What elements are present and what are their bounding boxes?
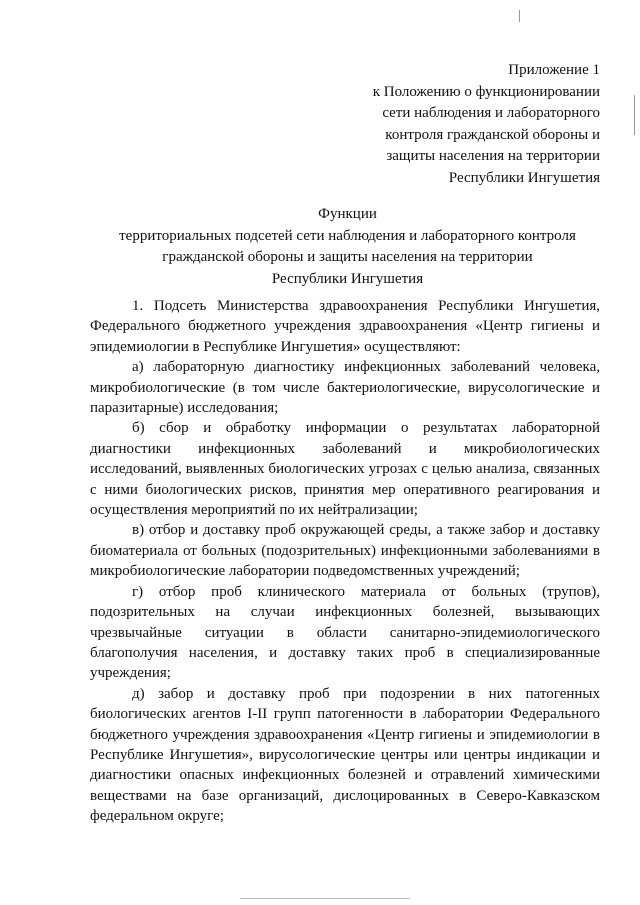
title-line: Республики Ингушетия [271,270,424,287]
title-heading: Функции [318,206,377,222]
document-body [90,296,600,827]
appendix-line: сети наблюдения и лабораторного [382,105,600,122]
appendix-line: к Положению о функционировании [372,83,600,100]
appendix-line: защиты населения на территории [386,148,600,165]
appendix-line: Приложение 1 [508,62,600,78]
paragraph-b: б) сбор и обработку информации о результатах лабораторной диагностики инфекционных заболеваний и микробиологических исследований, выявленных биологических угрозах с целью анализа, связанных с ними биологических рисков, принятия мер оперативного реагирования и осуществления мероприятий по их нейтрализации; [90,420,600,519]
paragraph-a: а) лабораторную диагностику инфекционных заболеваний человека, микробиологические (в том числе бактериологические, вирусологические и паразитарные) исследования; [90,359,600,417]
paragraph-g: г) отбор проб клинического материала от больных (трупов), подозрительных на случаи инфекционных болезней, вызывающих чрезвычайные ситуации в области санитарно-эпидемиологического благополучия населения, и доставку таких проб в специализированные учреждения; [90,583,600,682]
scan-artifact-top [519,10,520,22]
appendix-line: контроля гражданской обороны и [385,126,600,143]
scan-artifact-bottom [240,898,410,899]
title-line: гражданской обороны и защиты населения на территории [162,249,533,265]
title-line: территориальных подсетей сети наблюдения и лабораторного контроля [119,227,576,244]
document-title [90,204,605,290]
appendix-line: Республики Ингушетия [448,169,600,186]
paragraph-v: в) отбор и доставку проб окружающей среды, а также забор и доставку биоматериала от больных (подозрительных) инфекционными заболеваниями в микробиологические лаборатории подведомственных учреждений; [90,522,600,580]
scan-artifact-right [634,95,635,135]
appendix-header [373,60,600,190]
paragraph-d: д) забор и доставку проб при подозрении в них патогенных биологических агентов I-II групп патогенности в лаборатории Федерального бюджетного учреждения здравоохранения «Центр гигиены и эпидемиологии в Республике Ингушетия», вирусологические центры или центры индикации и диагностики опасных инфекционных болезней и отравлений химическими веществами на базе организаций, дислоцированных в Северо-Кавказском федеральном округе; [90,685,600,825]
paragraph-1: 1. Подсеть Министерства здравоохранения Республики Ингушетия, Федерального бюджетного учреждения здравоохранения «Центр гигиены и эпидемиологии в Республике Ингушетия» осуществляют: [90,298,600,355]
